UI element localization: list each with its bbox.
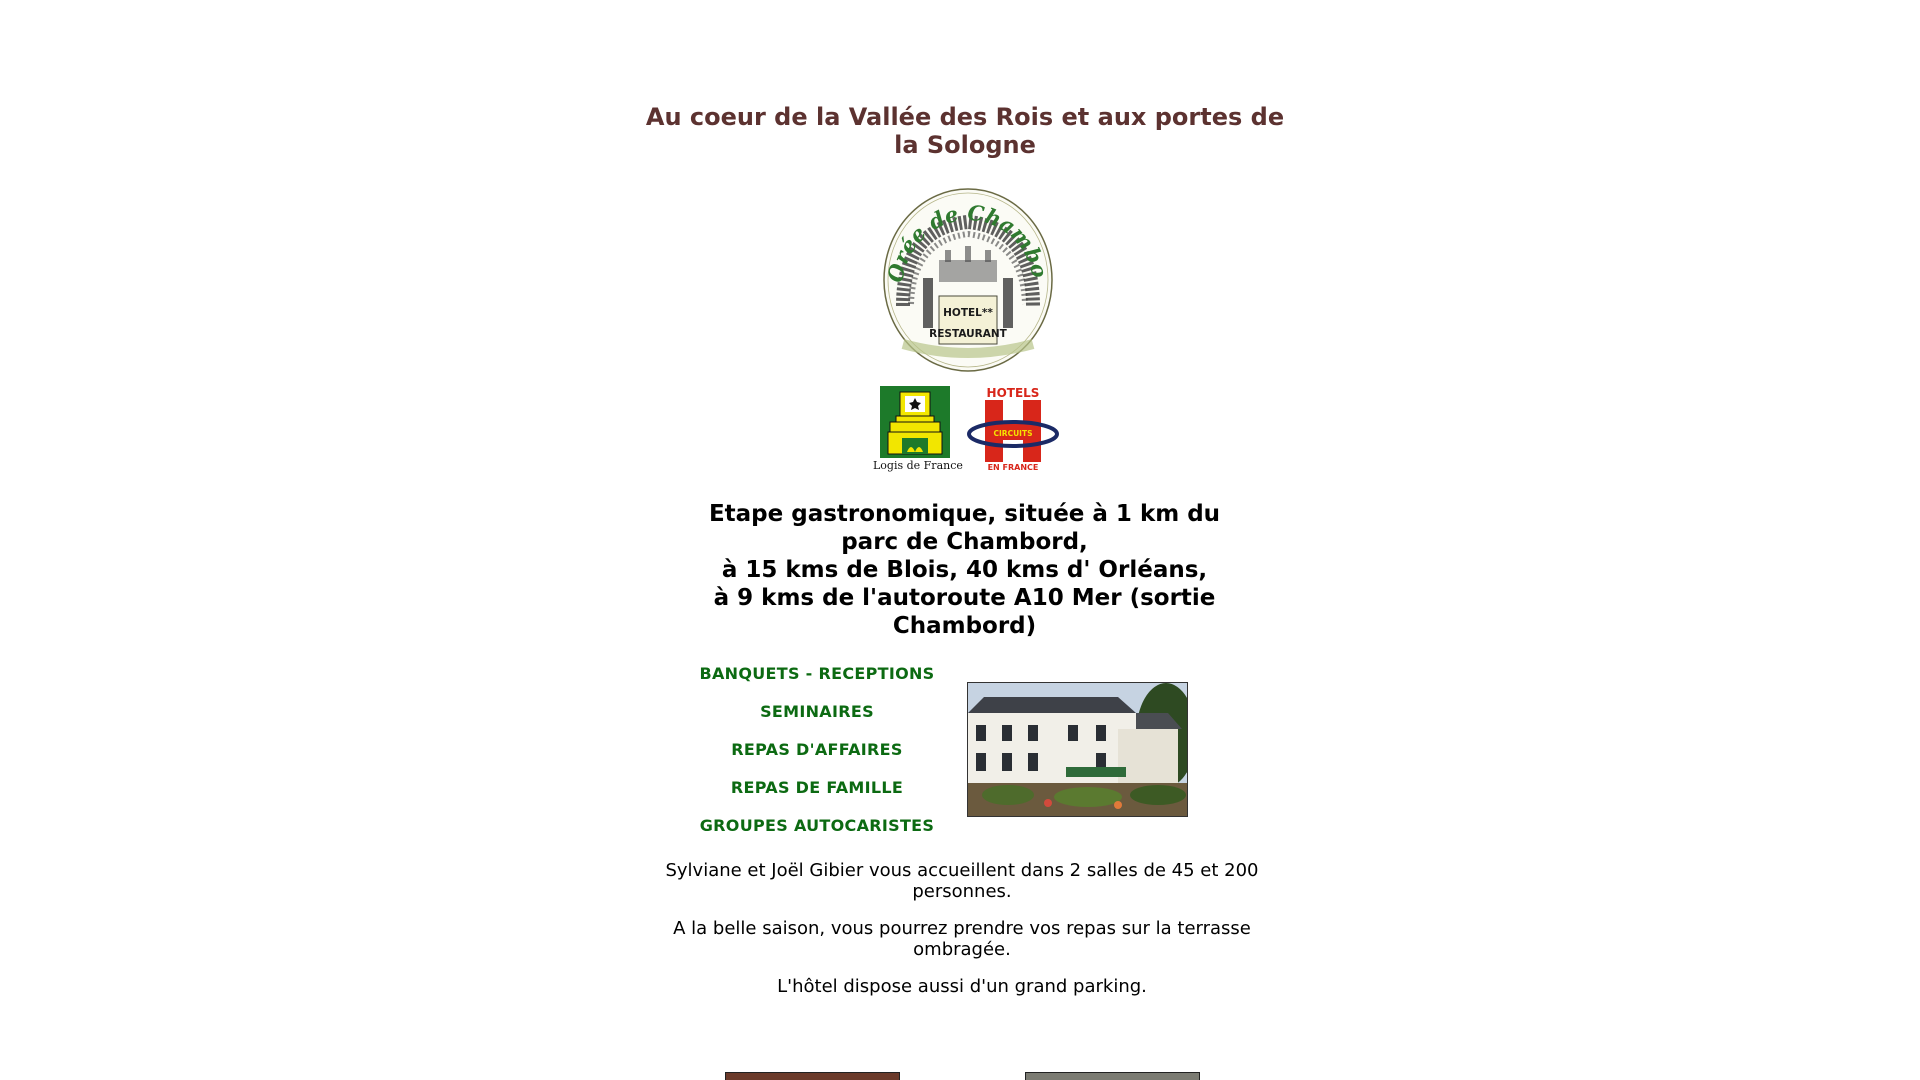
hcf-middle-text: CIRCUITS [993,429,1033,438]
intro-line-3: à 9 kms de l'autoroute A10 Mer (sortie Chambord) [713,585,1216,639]
hotels-circuits-en-france-badge [967,386,1059,472]
service-repas-affaires: REPAS D'AFFAIRES [731,740,903,759]
services-list [686,662,948,852]
hcf-bottom-text: EN FRANCE [987,463,1039,472]
logis-de-france-badge [873,386,963,475]
hotels-circuits-en-france-logo [967,386,1059,472]
welcome-paragraph: Sylviane et Joël Gibier vous accueillent dans 2 salles de 45 et 200 personnes. [665,860,1259,902]
hotel-building-image [968,683,1188,817]
hotel-photo [967,682,1188,817]
terrace-paragraph: A la belle saison, vous pourrez prendre vos repas sur la terrasse ombragée. [673,918,1251,960]
logo-hotel-text: HOTEL** [943,307,993,319]
parking-paragraph: L'hôtel dispose aussi d'un grand parking. [777,976,1147,997]
logis-caption: Logis de France [873,459,963,472]
logo-brand-text: Orée de Chambo [882,199,1053,285]
intro-text [692,500,1237,640]
page-tagline: Au coeur de la Vallée des Rois et aux portes de la Sologne [645,103,1285,159]
service-repas-famille: REPAS DE FAMILLE [730,778,904,797]
service-banquets: BANQUETS - RECEPTIONS [699,664,935,683]
hotel-logo [881,186,1056,374]
intro-line-2: à 15 kms de Blois, 40 kms d' Orléans, [721,557,1208,583]
chateau-gate-logo [881,186,1056,374]
logo-restaurant-text: RESTAURANT [929,328,1007,340]
hcf-top-text: HOTELS [986,386,1040,400]
fireplace-icon [880,386,950,458]
gallery-thumbnail-1[interactable] [725,1072,900,1080]
service-groupes-autocaristes: GROUPES AUTOCARISTES [699,816,935,835]
logis-green-panel [880,386,950,458]
intro-line-1: Etape gastronomique, située à 1 km du parc de Chambord, [708,501,1221,555]
service-seminaires: SEMINAIRES [760,702,874,721]
gallery-thumbnail-2[interactable] [1025,1072,1200,1080]
